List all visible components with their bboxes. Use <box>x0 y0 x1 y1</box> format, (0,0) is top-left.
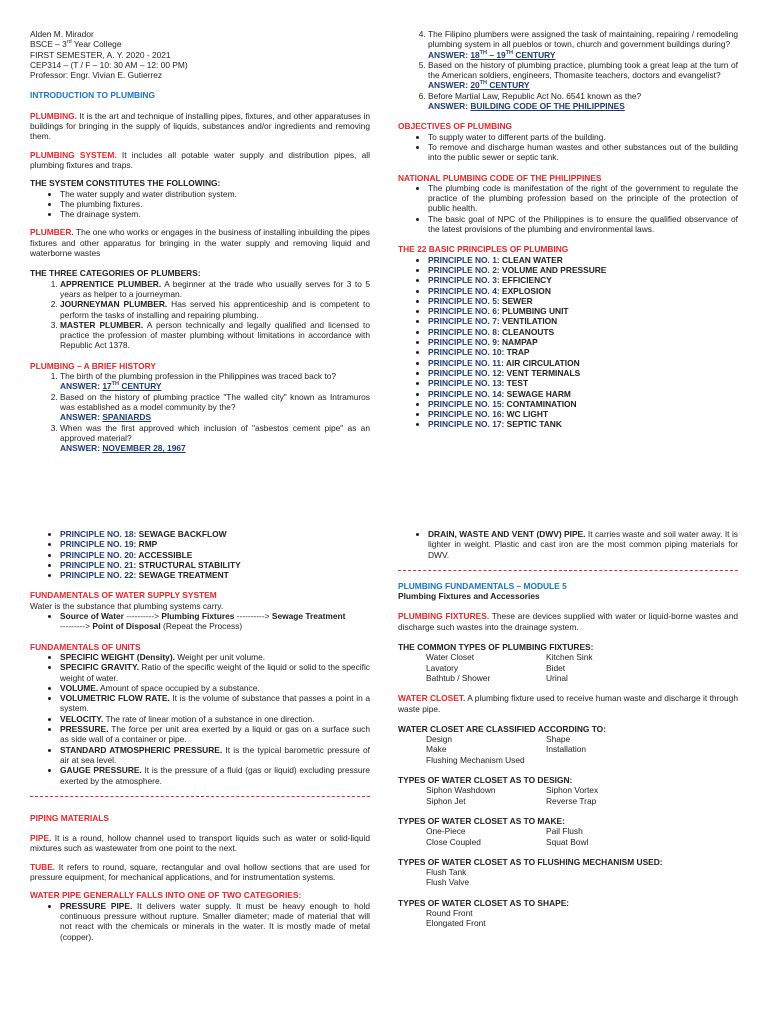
list-item: 1. The birth of the plumbing profession in the Philippines was traced back to? ANSWER: 17TH CENTURY <box>60 371 370 392</box>
principle-item: • PRINCIPLE NO. 19: RMP <box>60 539 370 549</box>
npc-list <box>398 183 738 234</box>
section-title-module5: PLUMBING FUNDAMENTALS – MODULE 5 <box>398 580 567 591</box>
section-title-principles: THE 22 BASIC PRINCIPLES OF PLUMBING <box>398 244 569 255</box>
shape-item: Round Front <box>426 908 473 919</box>
constitutes-heading: THE SYSTEM CONSTITUTES THE FOLLOWING: <box>30 178 221 189</box>
grid-item: Siphon Vortex <box>546 785 599 796</box>
grid-item: Design <box>426 734 453 745</box>
objectives-list <box>398 132 738 163</box>
list-item: • STANDARD ATMOSPHERIC PRESSURE. It is the typical barometric pressure of air at sea level. <box>60 745 370 766</box>
grid-item: Bidet <box>546 662 566 673</box>
tube-definition: TUBE. It refers to round, square, rectangular and oval hollow sections that are used for pressure equipment, for mechanical applications, and for instrumentation systems. <box>30 861 370 883</box>
categories-heading: THE THREE CATEGORIES OF PLUMBERS: <box>30 268 201 279</box>
plumbing-system-definition: PLUMBING SYSTEM. It includes all potable water supply and distribution pipes, all plumbing fixtures and traps. <box>30 149 370 170</box>
header-line: Professor: Engr. Vivian E. Gutierrez <box>30 70 163 81</box>
principle-item: • PRINCIPLE NO. 17: SEPTIC TANK <box>428 419 738 429</box>
grid-item: Urinal <box>546 672 568 683</box>
header-line: BSCE – 3rd Year College <box>30 39 122 50</box>
principle-item: • PRINCIPLE NO. 1: CLEAN WATER <box>428 255 738 265</box>
principle-item: • PRINCIPLE NO. 20: ACCESSIBLE <box>60 550 370 560</box>
units-list <box>30 652 370 786</box>
principle-item: • PRINCIPLE NO. 13: TEST <box>428 378 738 388</box>
grid-item: Bathtub / Shower <box>426 672 491 683</box>
plumbing-definition: PLUMBING. It is the art and technique of installing pipes, fixtures, and other apparatuses in buildings for bringing in the supply of liquids, substances and/or ingredients and removing them. <box>30 110 370 142</box>
grid-item: Installation <box>546 744 587 755</box>
list-item: • To remove and discharge human wastes and other substances out of the building into the public sewer or septic tank. <box>428 142 738 163</box>
list-item: • VELOCITY. The rate of linear motion of a substance in one direction. <box>60 714 370 724</box>
categories-list <box>30 279 370 351</box>
grid-item: Pail Flush <box>546 826 583 837</box>
grid-item: One-Piece <box>426 826 466 837</box>
section-title-units: FUNDAMENTALS OF UNITS <box>30 641 141 652</box>
list-item: 4. The Filipino plumbers were assigned the task of maintaining, repairing / remodeling plumbing system in all pueblos or town, church and government buildings during? ANSWER: 18TH – 19TH CENTURY <box>428 29 738 60</box>
design-grid <box>398 785 738 806</box>
principle-item: • PRINCIPLE NO. 10: TRAP <box>428 347 738 357</box>
shape-item: Elongated Front <box>426 918 486 929</box>
section-title-water-supply: FUNDAMENTALS OF WATER SUPPLY SYSTEM <box>30 590 217 601</box>
principle-item: • PRINCIPLE NO. 2: VOLUME AND PRESSURE <box>428 265 738 275</box>
plumber-definition: PLUMBER. The one who works or engages in the business of installing inbuilding the pipes fixtures and other apparatus for bringing in the water supply and removing liquid and waterborne wastes <box>30 227 370 259</box>
list-item: 2. Based on the history of plumbing practice "The walled city" known as Intramuros was established as a model community by the? ANSWER: SPANIARDS <box>60 392 370 423</box>
flush-item: Flush Tank <box>426 867 467 878</box>
list-item: • To supply water to different parts of the building. <box>428 132 738 142</box>
history-list-continued <box>398 29 738 111</box>
principles-list-continued <box>30 529 370 580</box>
pipe-definition: PIPE. It is a round, hollow channel used to transport liquids such as water or solid-liquid mixtures such as wastewater from one point to the next. <box>30 833 370 854</box>
common-fixtures-heading: THE COMMON TYPES OF PLUMBING FIXTURES: <box>398 642 594 653</box>
principle-item: • PRINCIPLE NO. 4: EXPLOSION <box>428 286 738 296</box>
principle-item: • PRINCIPLE NO. 16: WC LIGHT <box>428 409 738 419</box>
header-line: Alden M. Mirador <box>30 29 94 39</box>
principle-item: • PRINCIPLE NO. 11: AIR CIRCULATION <box>428 358 738 368</box>
section-title-intro: INTRODUCTION TO PLUMBING <box>30 90 155 101</box>
list-item: • PRESSURE. The force per unit area exerted by a liquid or gas on a surface such as side wall of a container or pipe. <box>60 724 370 745</box>
water-flow-list <box>30 611 370 632</box>
grid-item: Reverse Trap <box>546 795 597 806</box>
flush-heading: TYPES OF WATER CLOSET AS TO FLUSHING MECHANISM USED: <box>398 856 663 867</box>
list-item: 3. When was the first approved which inclusion of "asbestos cement pipe" as an approved material? ANSWER: NOVEMBER 28, 1967 <box>60 423 370 454</box>
section-title-objectives: OBJECTIVES OF PLUMBING <box>398 121 513 132</box>
principle-item: • PRINCIPLE NO. 18: SEWAGE BACKFLOW <box>60 529 370 539</box>
section-title-piping: PIPING MATERIALS <box>30 812 109 823</box>
grid-item: Squat Bowl <box>546 836 589 847</box>
list-item: • SPECIFIC GRAVITY. Ratio of the specific weight of the liquid or solid to the specific weight of water. <box>60 662 370 683</box>
principle-item: • PRINCIPLE NO. 15: CONTAMINATION <box>428 399 738 409</box>
grid-item: Siphon Washdown <box>426 785 496 796</box>
principle-item: • PRINCIPLE NO. 5: SEWER <box>428 296 738 306</box>
classified-last: Flushing Mechanism Used <box>426 754 525 765</box>
list-item: • The water supply and water distribution system. <box>60 189 370 199</box>
grid-item: Water Closet <box>426 652 475 663</box>
section-title-npc: NATIONAL PLUMBING CODE OF THE PHILIPPINES <box>398 172 602 183</box>
list-item: • The basic goal of NPC of the Philippines is to ensure the qualified observance of the latest provisions of the plumbing and environmental laws. <box>428 214 738 235</box>
grid-item: Make <box>426 744 447 755</box>
list-item: • DRAIN, WASTE AND VENT (DWV) PIPE. It carries waste and soil water away. It is lighter in weight. Plastic and cast iron are the most common piping materials for DWV. <box>428 529 738 560</box>
principle-item: • PRINCIPLE NO. 21: STRUCTURAL STABILITY <box>60 560 370 570</box>
fixtures-definition: PLUMBING FIXTURES. These are devices supplied with water or liquid-borne wastes and discharge such wastes into the drainage system. <box>398 611 739 632</box>
principle-item: • PRINCIPLE NO. 9: NAMPAP <box>428 337 738 347</box>
student-header <box>30 29 370 80</box>
section-title-history: PLUMBING – A BRIEF HISTORY <box>30 360 156 371</box>
common-fixtures-grid <box>398 652 738 683</box>
grid-item: Lavatory <box>426 662 459 673</box>
list-item: • The drainage system. <box>60 209 370 219</box>
header-line: CEP314 – (T / F – 10: 30 AM – 12: 00 PM) <box>30 59 188 70</box>
make-heading: TYPES OF WATER CLOSET AS TO MAKE: <box>398 815 565 826</box>
water-closet-definition: WATER CLOSET. A plumbing fixture used to receive human waste and discharge it through waste pipe. <box>398 693 738 714</box>
principle-item: • PRINCIPLE NO. 6: PLUMBING UNIT <box>428 306 738 316</box>
grid-item: Siphon Jet <box>426 795 466 806</box>
classified-heading: WATER CLOSET ARE CLASSIFIED ACCORDING TO: <box>398 723 606 734</box>
pipe-categories-heading: WATER PIPE GENERALLY FALLS INTO ONE OF TWO CATEGORIES: <box>30 890 302 901</box>
pipe-categories-list <box>30 901 370 942</box>
list-item: 3. MASTER PLUMBER. A person technically and legally qualified and licensed to practice the profession of master plumbing without limitations in accordance with Republic Act 1378. <box>60 320 370 351</box>
flush-item: Flush Valve <box>426 877 470 888</box>
principle-item: • PRINCIPLE NO. 14: SEWAGE HARM <box>428 389 738 399</box>
principles-list <box>398 255 738 430</box>
pipe-categories-list-continued <box>398 529 738 560</box>
module5-subtitle: Plumbing Fixtures and Accessories <box>398 591 540 602</box>
principle-item: • PRINCIPLE NO. 22: SEWAGE TREATMENT <box>60 570 370 580</box>
grid-item: Close Coupled <box>426 836 481 847</box>
constitutes-list <box>30 189 370 220</box>
list-item: 1. APPRENTICE PLUMBER. A beginner at the trade who usually serves for 3 to 5 years as helper to a journeyman. <box>60 279 370 300</box>
page2-right-column <box>398 529 738 929</box>
list-item: 2. JOURNEYMAN PLUMBER. Has served his apprenticeship and is competent to perform the tasks of installing and repairing plumbing. <box>60 299 370 320</box>
principle-item: • PRINCIPLE NO. 8: CLEANOUTS <box>428 327 738 337</box>
list-item: 5. Based on the history of plumbing practice, plumbing took a great leap at the turn of the American soldiers, engineers, Thomasite teachers, doctors and evangelist? ANSWER: 20TH CENTURY <box>428 60 738 91</box>
page1-left-column <box>30 29 370 453</box>
design-heading: TYPES OF WATER CLOSET AS TO DESIGN: <box>398 775 573 786</box>
list-item: • GAUGE PRESSURE. It is the pressure of a fluid (gas or liquid) excluding pressure exerted by the atmosphere. <box>60 765 370 786</box>
list-item: • PRESSURE PIPE. It delivers water supply. It must be heavy enough to hold continuous pressure without rupture. Smaller diameter; made of material that will not react with the chemicals or minerals in the water. It is mostly made of metal (copper). <box>60 901 370 942</box>
water-supply-intro: Water is the substance that plumbing systems carry. <box>30 600 224 611</box>
list-item: • VOLUMETRIC FLOW RATE. It is the volume of substance that passes a point in a system. <box>60 693 370 714</box>
list-item: • SPECIFIC WEIGHT (Density). Weight per unit volume. <box>60 652 370 662</box>
grid-item: Shape <box>546 734 571 745</box>
list-item: • The plumbing fixtures. <box>60 199 370 209</box>
list-item: • VOLUME. Amount of space occupied by a substance. <box>60 683 370 693</box>
list-item: 6. Before Martial Law, Republic Act No. 6541 known as the? ANSWER: BUILDING CODE OF THE PHILIPPINES <box>428 91 738 112</box>
principle-item: • PRINCIPLE NO. 3: EFFICIENCY <box>428 275 738 285</box>
shape-heading: TYPES OF WATER CLOSET AS TO SHAPE: <box>398 897 570 908</box>
page1-right-column <box>398 29 738 430</box>
classified-grid <box>398 734 738 755</box>
grid-item: Kitchen Sink <box>546 652 593 663</box>
make-grid <box>398 826 738 847</box>
header-line: FIRST SEMESTER, A. Y. 2020 - 2021 <box>30 49 171 60</box>
history-list <box>30 371 370 453</box>
principle-item: • PRINCIPLE NO. 7: VENTILATION <box>428 316 738 326</box>
water-flow-item: • Source of Water ----------> Plumbing Fixtures ----------> Sewage Treatment ---------> Point of Disposal (Repeat the Process) <box>60 611 370 632</box>
list-item: • The plumbing code is manifestation of the right of the government to regulate the practice of the plumbing profession based on the principle of the protection of public health. <box>428 183 738 214</box>
page2-left-column <box>30 529 370 942</box>
principle-item: • PRINCIPLE NO. 12: VENT TERMINALS <box>428 368 738 378</box>
